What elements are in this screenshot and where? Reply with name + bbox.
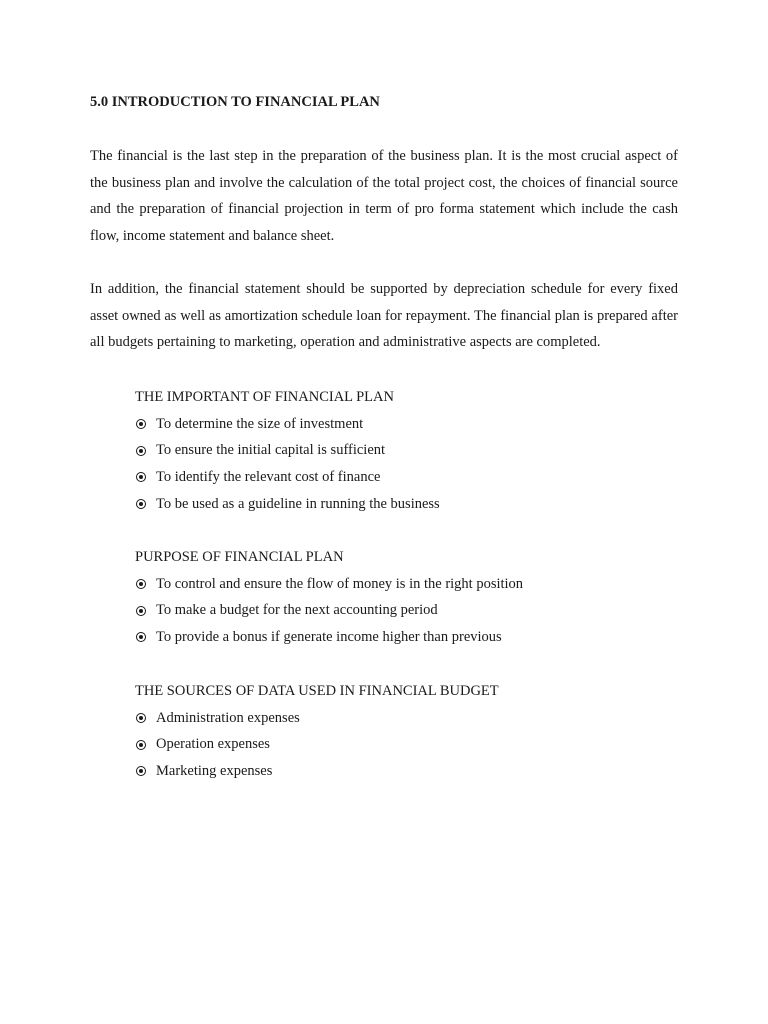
- list-item: [135, 491, 695, 518]
- bullet-list: [135, 411, 695, 518]
- list-item-text: To be used as a guideline in running the business: [156, 495, 440, 512]
- section-title: THE IMPORTANT OF FINANCIAL PLAN: [135, 389, 394, 405]
- list-item: [135, 624, 695, 651]
- list-item: [135, 597, 695, 624]
- purpose-section: [135, 544, 695, 651]
- list-item: [135, 437, 695, 464]
- list-item-text: Operation expenses: [156, 736, 270, 753]
- list-item-text: To ensure the initial capital is sufficient: [156, 442, 386, 459]
- circled-dot-bullet-icon: [136, 713, 146, 723]
- circled-dot-bullet-icon: [136, 419, 146, 429]
- circled-dot-bullet-icon: [136, 499, 146, 509]
- list-item-text: To control and ensure the flow of money is in the right position: [156, 575, 524, 592]
- list-item: [135, 731, 695, 758]
- list-item: [135, 705, 695, 732]
- section-title: THE SOURCES OF DATA USED IN FINANCIAL BUDGET: [135, 683, 499, 699]
- importance-section: [135, 384, 695, 517]
- circled-dot-bullet-icon: [136, 472, 146, 482]
- circled-dot-bullet-icon: [136, 766, 146, 776]
- list-item-text: To determine the size of investment: [156, 415, 364, 432]
- bullet-list: [135, 705, 695, 785]
- list-item: [135, 571, 695, 598]
- list-item-text: To make a budget for the next accounting period: [156, 602, 438, 619]
- data-sources-section: [135, 678, 695, 785]
- list-item: [135, 758, 695, 785]
- bullet-list: [135, 571, 695, 651]
- circled-dot-bullet-icon: [136, 632, 146, 642]
- list-item: [135, 411, 695, 438]
- list-item-text: Administration expenses: [156, 709, 300, 726]
- intro-paragraph: The financial is the last step in the preparation of the business plan. It is the most crucial aspect of the business plan and involve the calculation of the total project cost, the choices of financial source and the preparation of financial projection in term of pro forma statement which include the cash flow, income statement and balance sheet.: [90, 148, 678, 245]
- circled-dot-bullet-icon: [136, 740, 146, 750]
- list-item: [135, 464, 695, 491]
- addition-paragraph: In addition, the financial statement should be supported by depreciation schedule for every fixed asset owned as well as amortization schedule loan for repayment. The financial plan is prepared after all budgets pertaining to marketing, operation and administrative aspects are completed.: [90, 281, 678, 351]
- section-title: PURPOSE OF FINANCIAL PLAN: [135, 549, 344, 565]
- list-item-text: Marketing expenses: [156, 762, 273, 779]
- list-item-text: To identify the relevant cost of finance: [156, 468, 381, 485]
- circled-dot-bullet-icon: [136, 606, 146, 616]
- list-item-text: To provide a bonus if generate income higher than previous: [156, 628, 502, 645]
- circled-dot-bullet-icon: [136, 446, 146, 456]
- circled-dot-bullet-icon: [136, 579, 146, 589]
- section-heading: 5.0 INTRODUCTION TO FINANCIAL PLAN: [90, 94, 380, 110]
